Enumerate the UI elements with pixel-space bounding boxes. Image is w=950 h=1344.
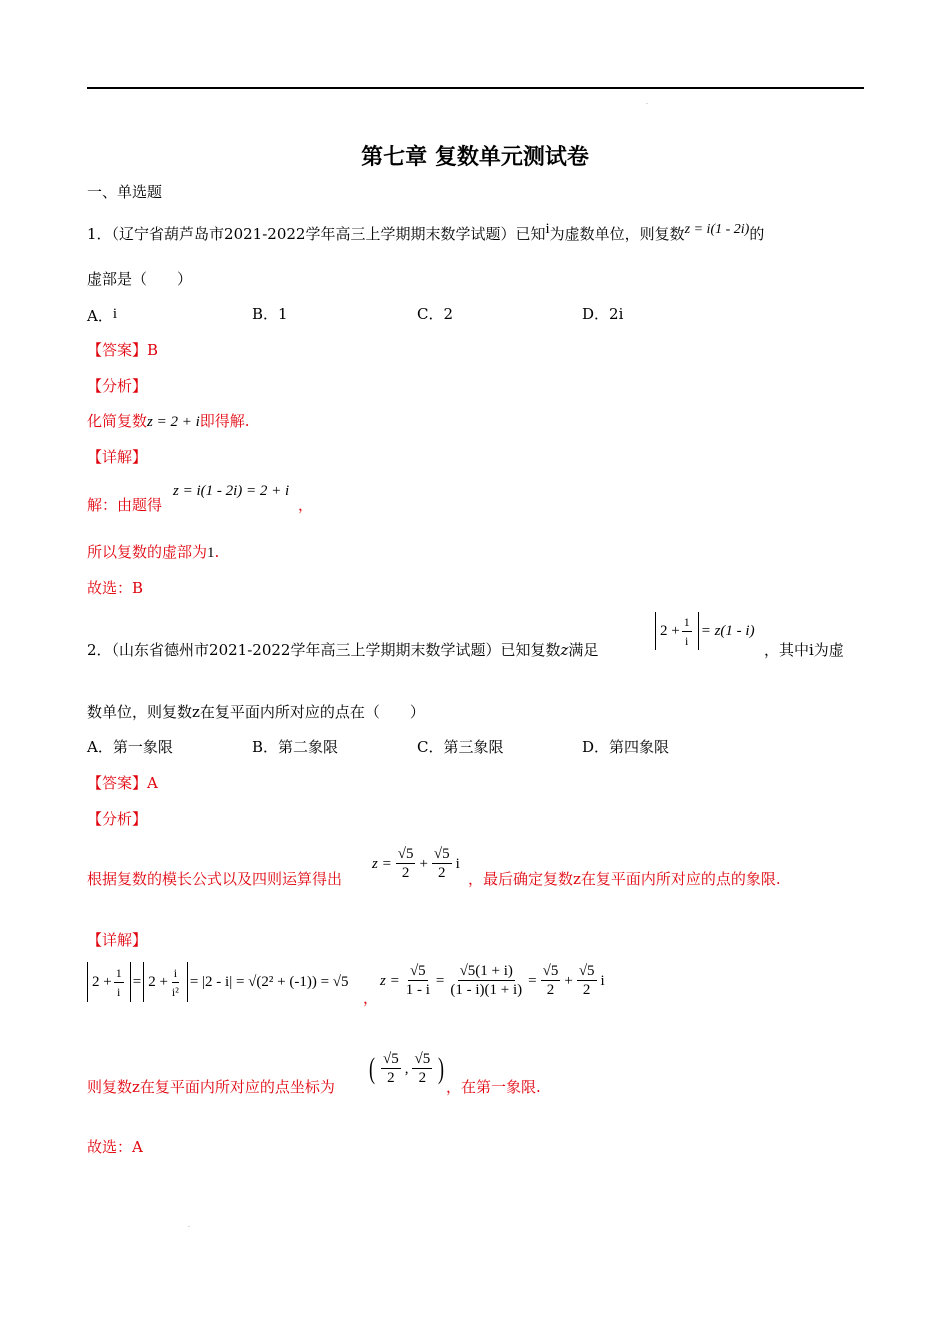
q2-option-d: D．第四象限 <box>582 738 670 756</box>
q1-stem-i: i <box>545 221 550 237</box>
q2-detail-comma: ， <box>363 989 379 1007</box>
q2-stem-end: ，其中i为虚 <box>764 641 844 659</box>
q2-option-b: B．第二象限 <box>252 738 339 756</box>
q1-detail-expr: z = i(1 - 2i) = 2 + i <box>173 483 290 499</box>
q2-analysis-b: ，最后确定复数z在复平面内所对应的点的象限. <box>468 870 781 888</box>
q1-stem <box>87 219 764 244</box>
q2-coord-a: 则复数z在复平面内所对应的点坐标为 <box>87 1078 335 1096</box>
q1-stem-mid: 为虚数单位，则复数 <box>549 225 685 243</box>
q1-number: 1． <box>87 225 112 243</box>
q2-option-c: C．第三象限 <box>417 738 504 756</box>
q1-analysis: 化简复数z = 2 + i即得解. <box>87 412 250 430</box>
q1-analysis-expr: z = 2 + i <box>147 414 200 430</box>
q1-analysis-tag: 【分析】 <box>87 377 148 395</box>
q1-stem-line2: 虚部是（ ） <box>87 270 193 288</box>
q2-coord-expr: ( $\frac{√5}{2}$ , $\frac{√5}{2}$ ) <box>369 1051 445 1086</box>
header-rule <box>87 87 864 89</box>
q1-stem-end: 的 <box>749 225 765 243</box>
q2-stem-expr: 2 + $\frac{1}{i}$ = z(1 - i) <box>655 612 755 650</box>
q2-analysis-expr: z = $\frac{√5}{2}$ + $\frac{√5}{2}$ i <box>372 846 460 881</box>
q2-detail-eq2: z = $\frac{√5}{1 - i}$ = $\frac{√5(1 + i)}{(1 - i)(1 + i)}$ = $\frac{√5}{2}$ + $\frac{√5}{2}$ i <box>380 963 605 998</box>
q2-analysis-a: 根据复数的模长公式以及四则运算得出 <box>87 870 343 888</box>
q1-option-a: A．i <box>87 306 118 325</box>
q2-answer: 【答案】A <box>87 774 158 792</box>
q1-choice: 故选：B <box>87 579 144 597</box>
decor-dot: . <box>646 99 648 106</box>
q2-choice: 故选：A <box>87 1138 143 1156</box>
q1-detail-tag: 【详解】 <box>87 448 148 466</box>
q2-coord-b: ，在第一象限. <box>446 1078 541 1096</box>
q2-option-a: A．第一象限 <box>87 738 173 756</box>
page-title: 第七章 复数单元测试卷 <box>361 144 589 170</box>
q1-detail-line1: 解：由题得 <box>87 496 163 514</box>
q2-detail-eq1: 2 + $\frac{1}{i}$ = 2 + $\frac{i}{\text{i²}}$ = |2 - i| = √(2² + (-1)) = √5 <box>87 962 349 1002</box>
q1-stem-source: （辽宁省葫芦岛市2021-2022学年高三上学期期末数学试题）已知 <box>111 225 546 243</box>
q1-answer: 【答案】B <box>87 341 159 359</box>
q1-option-c: C．2 <box>417 305 454 323</box>
q1-option-b: B．1 <box>252 305 288 323</box>
q2-analysis-tag: 【分析】 <box>87 810 148 828</box>
section-heading: 一、单选题 <box>87 183 163 201</box>
q1-detail-line2: 所以复数的虚部为1. <box>87 543 220 561</box>
q2-stem-line2: 数单位，则复数z在复平面内所对应的点在（ ） <box>87 703 425 721</box>
q1-detail-comma: ， <box>298 496 314 514</box>
q1-stem-expr: z = i(1 - 2i) <box>684 222 750 237</box>
q2-stem: 2．（山东省德州市2021-2022学年高三上学期期末数学试题）已知复数z满足 <box>87 641 599 659</box>
q1-option-d: D．2i <box>582 305 624 323</box>
decor-dot: . <box>188 1222 190 1229</box>
q2-detail-tag: 【详解】 <box>87 931 148 949</box>
